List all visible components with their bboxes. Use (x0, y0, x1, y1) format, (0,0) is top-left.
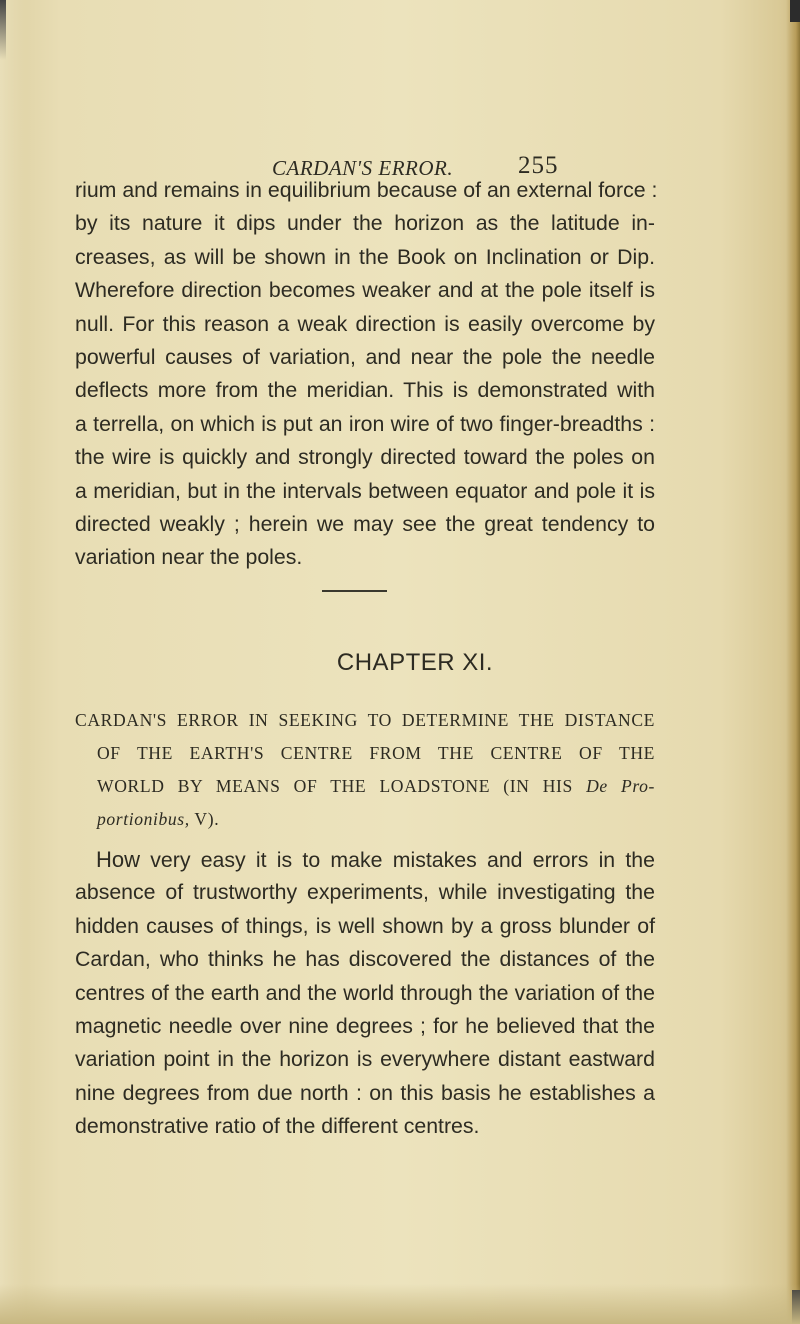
body-paragraph (75, 843, 655, 1144)
chapter-heading: CHAPTER XI. (336, 649, 494, 676)
text-line: a terrella, on which is put an iron wire of two finger-breadths : (75, 411, 655, 436)
text-line (75, 843, 655, 876)
chapter-title-italic: portionibus, (97, 809, 190, 829)
text-line: magnetic needle over nine degrees ; for he believed that the (75, 1013, 655, 1038)
text-line: the wire is quickly and strongly directed toward the poles on (75, 445, 655, 470)
text-line: nine degrees from due north : on this basis he establishes a (75, 1080, 655, 1105)
text-line: centres of the earth and the world through the variation of the (75, 980, 655, 1005)
body-paragraph (75, 174, 658, 575)
running-title: CARDAN'S ERROR. (272, 156, 454, 180)
chapter-title-line (75, 803, 655, 836)
lead-word: How (96, 847, 141, 872)
text-line: powerful causes of variation, and near the pole the needle (75, 344, 655, 369)
scan-corner-mark (790, 0, 800, 22)
chapter-title-line: OF THE EARTH'S CENTRE FROM THE CENTRE OF THE (97, 743, 655, 763)
text-line: directed weakly ; herein we may see the great tendency to (75, 511, 655, 536)
text-line: Wherefore direction becomes weaker and at the pole itself is (75, 278, 655, 303)
text-line: null. For this reason a weak direction is easily overcome by (75, 311, 655, 336)
text-line: demonstrative ratio of the different centres. (75, 1114, 480, 1139)
text-line: variation point in the horizon is everywhere distant eastward (75, 1047, 655, 1072)
text-line: by its nature it dips under the horizon as the latitude in- (75, 211, 655, 236)
chapter-title-line: CARDAN'S ERROR IN SEEKING TO DETERMINE THE DISTANCE (75, 710, 655, 730)
page-bottom-shadow (0, 1284, 800, 1324)
chapter-title-text: WORLD BY MEANS OF THE LOADSTONE (IN HIS (97, 776, 573, 796)
text-line: Cardan, who thinks he has discovered the distances of the (75, 947, 655, 972)
chapter-title (75, 704, 655, 836)
text-line: a meridian, but in the intervals between equator and pole it is (75, 478, 655, 503)
text-line: rium and remains in equilibrium because of an external force : (75, 178, 658, 202)
text-line: absence of trustworthy experiments, while investigating the (75, 880, 655, 905)
text-line: variation near the poles. (75, 545, 303, 570)
page-number: 255 (518, 152, 559, 179)
text-line-rest: very easy it is to make mistakes and errors in the (140, 848, 655, 872)
chapter-title-line (75, 770, 655, 803)
text-line: deflects more from the meridian. This is demonstrated with (75, 378, 655, 403)
chapter-title-italic: De Pro- (586, 776, 655, 796)
section-divider (322, 590, 387, 592)
chapter-title-text: V). (189, 809, 220, 829)
scan-border-mark (0, 0, 6, 60)
text-line: hidden causes of things, is well shown by a gross blunder of (75, 913, 655, 938)
text-line: creases, as will be shown in the Book on Inclination or Dip. (75, 244, 655, 269)
